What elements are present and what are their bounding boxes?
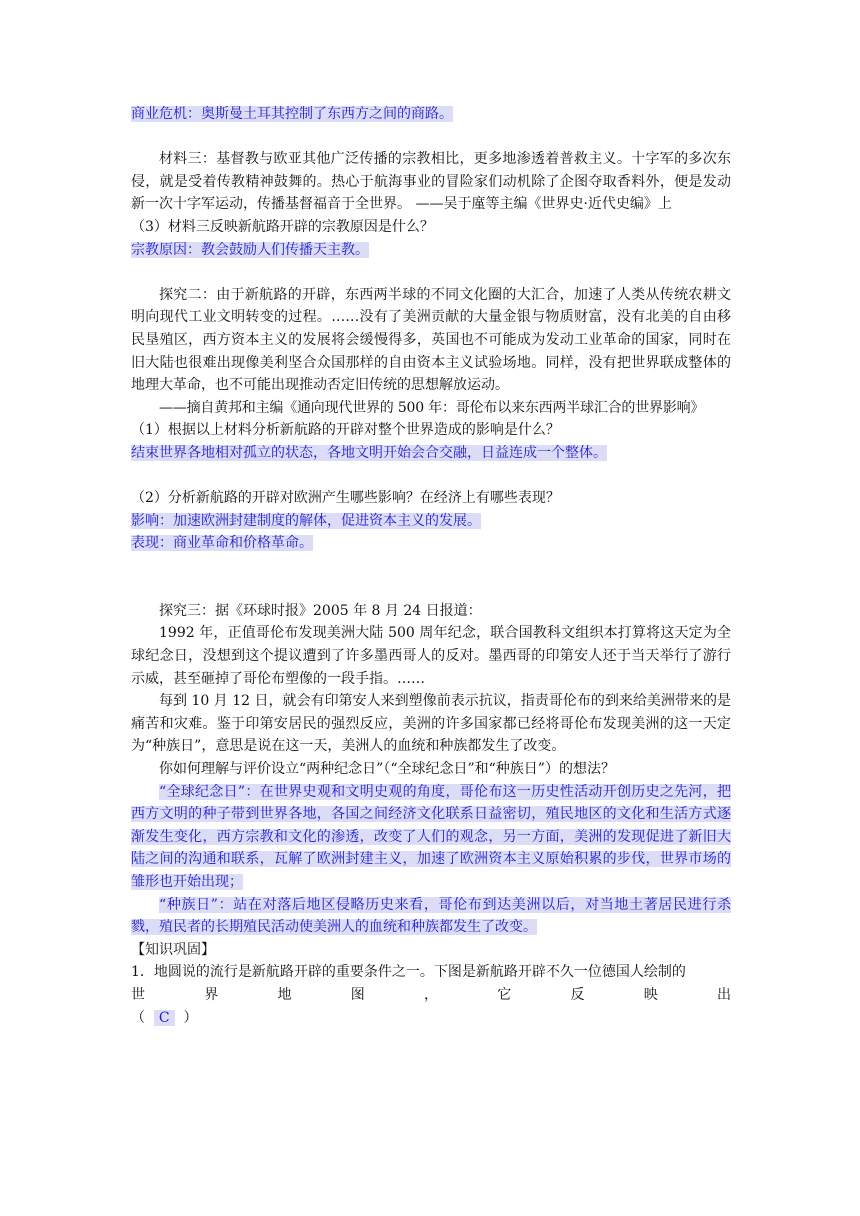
answer-race-day: “种族日”：站在对落后地区侵略历史来看，哥伦布到达美洲以后，对当地土著居民进行杀戮，殖民者的长期殖民活动使美洲人的血统和种族都发生了改变。 bbox=[131, 896, 731, 936]
answer-2-2-impact: 影响：加速欧洲封建制度的解体，促进资本主义的发展。 bbox=[131, 512, 481, 529]
knowledge-question-1: 1．地圆说的流行是新航路开辟的重要条件之一。下图是新航路开辟不久一位德国人绘制的 bbox=[131, 964, 686, 981]
answer-religious-reason: 宗教原因：教会鼓励人们传播天主教。 bbox=[131, 241, 369, 258]
inquiry-three-paragraph-1: 1992 年，正值哥伦布发现美洲大陆 500 周年纪念，联合国教科文组织本打算将这天定为全球纪念日，没想到这个提议遭到了许多墨西哥人的反对。墨西哥的印第安人还于当天举行了游行示威，甚至砸掉了哥伦布塑像的一段手指。…… bbox=[131, 625, 731, 687]
question-2-1: （1）根据以上材料分析新航路的开辟对整个世界造成的影响是什么？ bbox=[131, 422, 560, 439]
inquiry-two: 探究二：由于新航路的开辟，东西两半球的不同文化圈的大汇合，加速了人类从传统农耕文明向现代工业文明转变的过程。……没有了美洲贡献的大量金银与物质财富，没有北美的自由移民垦殖区，西方资本主义的发展将会缓慢得多，英国也不可能成为发动工业革命的国家，同时在旧大陆也很难出现像美利坚合众国那样的自由资本主义试验场地。同样，没有把世界联成整体的地理大革命，也不可能出现推动否定旧传统的思想解放运动。 bbox=[131, 286, 731, 394]
answer-choice: C bbox=[154, 1010, 175, 1026]
q1-word: 出 bbox=[717, 986, 731, 1003]
bracket-open: （ bbox=[131, 1009, 145, 1026]
question-2-2: （2）分析新航路的开辟对欧洲产生哪些影响？在经济上有哪些表现？ bbox=[131, 490, 560, 507]
answer-2-1: 结束世界各地相对孤立的状态，各地文明开始会合交融，日益连成一个整体。 bbox=[131, 444, 607, 461]
q1-word: 世 bbox=[131, 986, 145, 1003]
q1-word: ， bbox=[424, 986, 438, 1003]
q1-word: 地 bbox=[277, 986, 292, 1003]
q1-word: 它 bbox=[497, 986, 512, 1003]
answer-2-2-performance: 表现：商业革命和价格革命。 bbox=[131, 535, 313, 552]
inquiry-three-paragraph-2: 每到 10 月 12 日，就会有印第安人来到塑像前表示抗议，指责哥伦布的到来给美洲带来的是痛苦和灾难。鉴于印第安居民的强烈反应，美洲的许多国家都已经将哥伦布发现美洲的这一天定为“种族日”，意思是说在这一天，美洲人的血统和种族都发生了改变。 bbox=[131, 693, 731, 755]
q1-word: 映 bbox=[643, 986, 658, 1003]
knowledge-question-1-continued bbox=[131, 984, 731, 1007]
q1-word: 反 bbox=[570, 986, 585, 1003]
document-body bbox=[131, 103, 731, 1029]
question-3-opinion: 你如何理解与评价设立“两种纪念日”（“全球纪念日”和“种族日”）的想法？ bbox=[159, 761, 615, 778]
answer-commercial-crisis: 商业危机：奥斯曼土耳其控制了东西方之间的商路。 bbox=[131, 106, 453, 122]
material-three: 材料三：基督教与欧亚其他广泛传播的宗教相比，更多地渗透着普救主义。十字军的多次东侵，就是受着传教精神鼓舞的。热心于航海事业的冒险家们动机除了企图夺取香料外，便是发动新一次十字军运动，传播基督福音于全世界。 ——吴于廑等主编《世界史·近代史编》上 bbox=[131, 151, 731, 213]
q1-word: 图 bbox=[350, 986, 365, 1003]
answer-global-day: “全球纪念日”：在世界史观和文明史观的角度，哥伦布这一历史性活动开创历史之先河，把西方文明的种子带到世界各地，各国之间经济文化联系日益密切，殖民地区的文化和生活方式逐渐发生变化，西方宗教和文化的渗透，改变了人们的观念，另一方面，美洲的发现促进了新旧大陆之间的沟通和联系，瓦解了欧洲封建主义，加速了欧洲资本主义原始积累的步伐，世界市场的雏形也开始出现； bbox=[131, 783, 731, 890]
question-3: （3）材料三反映新航路开辟的宗教原因是什么？ bbox=[131, 218, 434, 235]
bracket-close: ） bbox=[183, 1009, 198, 1026]
answer-bracket bbox=[131, 1007, 731, 1030]
inquiry-three: 探究三：据《环球时报》2005 年 8 月 24 日报道： bbox=[159, 602, 482, 619]
knowledge-heading: 【知识巩固】 bbox=[131, 941, 215, 958]
inquiry-two-source: ——摘自黄邦和主编《通向现代世界的 500 年：哥伦布以来东西两半球汇合的世界影响》 bbox=[159, 399, 705, 416]
q1-word: 界 bbox=[204, 986, 219, 1003]
